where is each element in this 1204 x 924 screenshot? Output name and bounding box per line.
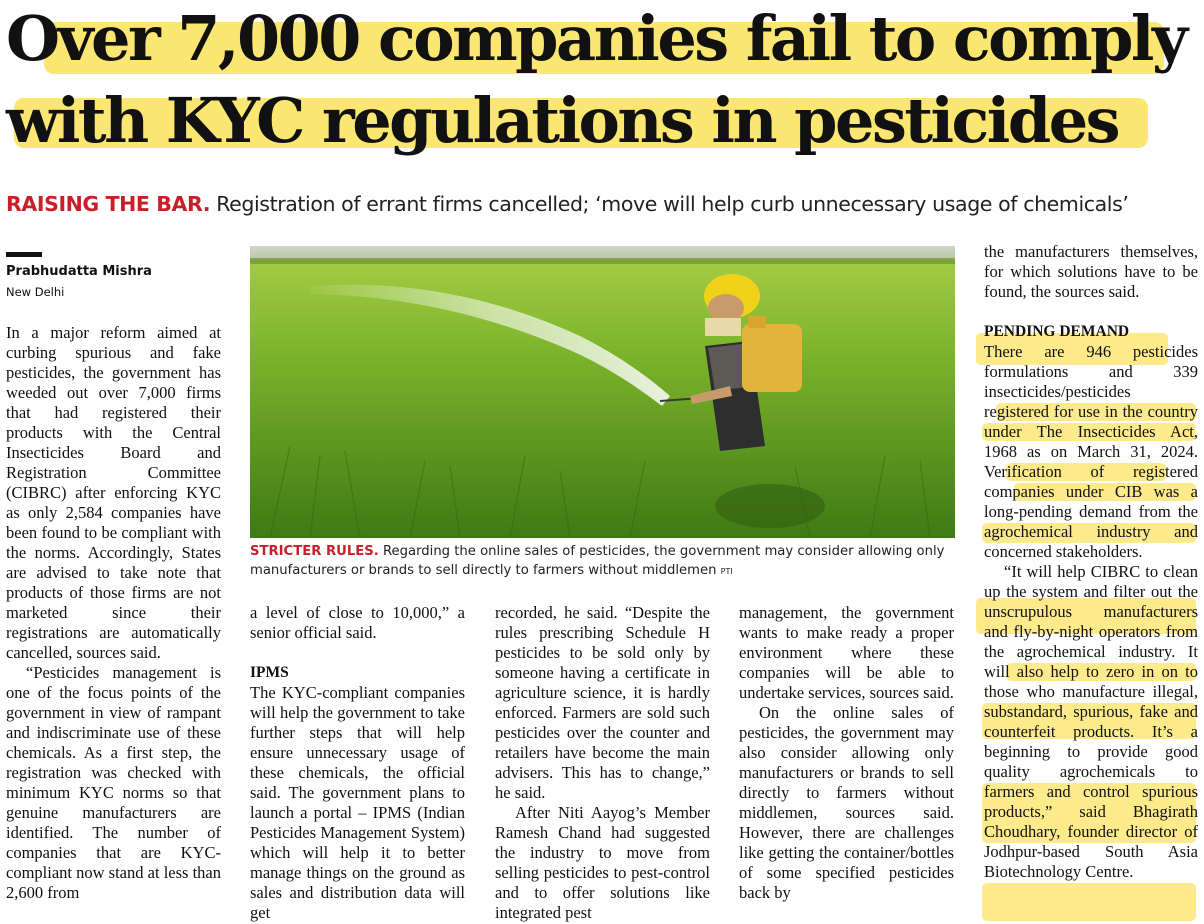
farmer-spraying-pesticide-icon [250,246,955,538]
text-highlight [982,883,1196,921]
caption-kicker: STRICTER RULES. [250,544,379,559]
paragraph: management, the government wants to make ready a proper environment where these companies will be able to undertake services, sources said. [739,603,954,702]
paragraph: There are 946 pesticides formulations and 339 insecticides/pesticides registered for use in the country under The Insecticides Act, 1968 as on March 31, 2024. Verification of registered companies under CIB was a long-pending demand from the agrochemical industry and concerned stakeholders. [984,342,1198,561]
photo-credit: PTI [720,567,733,576]
paragraph: “Pesticides management is one of the focus points of the government in view of rampant and indiscriminate use of these chemicals. As a first step, the registration was checked with minimum KYC norms so that genuine manufacturers are identified. The number of companies that are KYC-compliant now stand at less than 2,600 from [6,663,221,902]
paragraph: a level of close to 10,000,” a senior official said. [250,603,465,642]
paragraph: After Niti Aayog’s Member Ramesh Chand had suggested the industry to move from selling pesticides to pest-control and to offer solutions like integrated pest [495,803,710,922]
headline-line-1: Over 7,000 companies fail to comply [6,2,1186,75]
dateline: New Delhi [6,285,65,299]
column-5 [984,242,1198,882]
column-1 [6,323,221,903]
deck [6,192,1128,216]
deck-kicker: RAISING THE BAR. [6,192,211,216]
paragraph: On the online sales of pesticides, the government may also consider allowing only manufacturers or brands to sell directly to farmers without middlemen, sources said. However, there are challenges like getting the container/bottles of some specified pesticides back by [739,703,954,902]
paragraph: recorded, he said. “Despite the rules prescribing Schedule H pesticides to be sold only by someone having a certificate in agriculture science, it is hardly enforced. Farmers are sold such pesticides over the counter and retailers have become the main advisers. This has to change,” he said. [495,603,710,802]
column-2 [250,603,465,923]
author: Prabhudatta Mishra [6,264,152,279]
column-4 [739,603,954,903]
headline-line-2: with KYC regulations in pesticides [6,84,1119,157]
byline-rule [6,252,42,257]
caption-text: Regarding the online sales of pesticides, the government may consider allowing only manufacturers or brands to sell directly to farmers without middlemen [250,544,945,578]
paragraph: In a major reform aimed at curbing spurious and fake pesticides, the government has weeded out over 7,000 firms that had registered their products with the Central Insecticides Board and Registration Committee (CIBRC) after enforcing KYC as only 2,584 companies have been found to be compliant with the norms. Accordingly, States are advised to take note that products of those firms are not marketed since their registrations are automatically cancelled, sources said. [6,323,221,662]
subheading-pending-demand: PENDING DEMAND [984,323,1130,340]
photo-caption [250,542,956,581]
paragraph: the manufacturers themselves, for which solutions have to be found, the sources said. [984,242,1198,301]
farmer-spraying-photo [250,246,955,538]
deck-text: Registration of errant firms cancelled; ‘move will help curb unnecessary usage of chemicals’ [216,192,1129,216]
paragraph: “It will help CIBRC to clean up the system and filter out the unscrupulous manufacturers and fly-by-night operators from the agrochemical industry. It will also help to zero in on to those who manufacture illegal, substandard, spurious, fake and counterfeit products. It’s a beginning to provide good quality agrochemicals to farmers and control spurious products,” said Bhagirath Choudhary, founder director of Jodhpur-based South Asia Biotechnology Centre. [984,562,1198,881]
column-3 [495,603,710,923]
subheading-ipms: IPMS [250,664,289,681]
paragraph: The KYC-compliant companies will help the government to take further steps that will help ensure unnecessary usage of these chemicals, the official said. The government plans to launch a portal – IPMS (Indian Pesticides Management System) which will help it to better manage things on the ground as sales and distribution data will get [250,683,465,922]
